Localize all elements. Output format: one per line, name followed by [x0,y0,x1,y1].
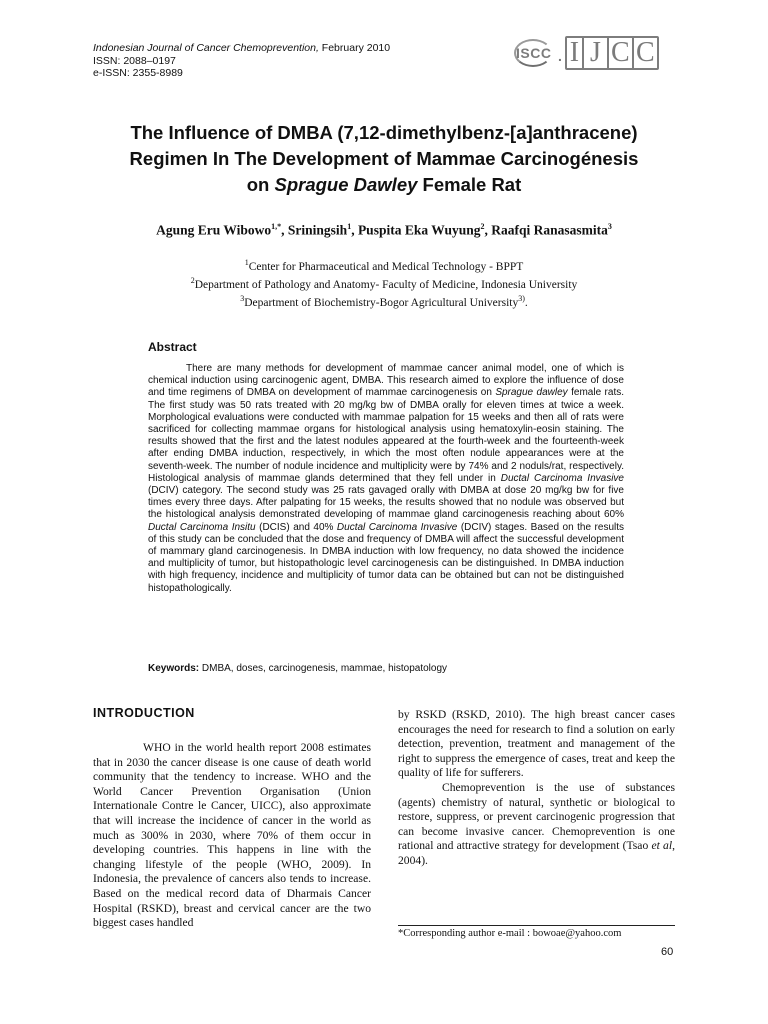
journal-header [93,42,390,80]
author: Agung Eru Wibowo [156,222,272,238]
ijcc-logo [565,36,659,70]
keywords [148,663,447,674]
intro-text: Chemoprevention is the use of substances (agents) chemistry of natural, synthetic or biological to restore, suppress, or prevent carcinogenic progression that can become invasive cancer. Chemoprevention is one rational and attractive strategy for development (Tsao [398,780,675,853]
intro-column-1: WHO in the world health report 2008 estimates that in 2030 the cancer disease is one cause of death world community that the tendency to increase. WHO and the World Cancer Prevention Organisation (Union Internationale Contre le Cancer, UICC), also approximate that will increase the incidence of cancer in the world as much as 300% in 2030, where 70% of them occur in developing countries. This happens in line with the changing lifestyle of the people (WHO, 2009). In Indonesia, the prevalence of cancers also tends to increase. Based on the medical record data of Dharmais Cancer Hospital (RSKD), breast and cervical cancer are the two biggest cases handled [93,741,371,930]
author-sup: 1 [347,222,352,231]
affiliation-text: Department of Pathology and Anatomy- Faculty of Medicine, Indonesia University [194,278,578,291]
affiliations [60,256,708,309]
affiliation [60,256,708,274]
affiliation [60,274,708,292]
journal-name: Indonesian Journal of Cancer Chemoprevention, [93,42,319,54]
page-number: 60 [661,946,674,958]
journal-citation [93,42,390,55]
title-line-3-pre: on [246,174,275,195]
intro-text: , 2004). [398,839,675,867]
intro-column-2 [398,708,675,869]
journal-date: February 2010 [318,42,391,54]
author-sup: 3 [607,222,612,231]
intro-paragraph: by RSKD (RSKD, 2010). The high breast cancer cases encourages the need for research to find a solution on early detection, prevention, treatment and management of the right to suppress the emergence of cases, treat and keep the quality of life for sufferers. [398,708,675,780]
abstract-italic: Sprague dawley [495,387,568,399]
title-line-3-post: Female Rat [417,174,522,195]
abstract-italic: Ductal Carcinoma Invasive [500,472,624,484]
keywords-label: Keywords: [148,663,200,674]
abstract-heading: Abstract [148,340,197,354]
logo-dot: . [558,48,562,64]
journal-logo [512,36,659,70]
title-line-1: The Influence of DMBA (7,12-dimethylbenz-[a]anthracene) [130,122,638,143]
iscc-logo-text: ISCC [516,45,552,61]
intro-paragraph [398,781,675,869]
abstract-italic: Ductal Carcinoma Invasive [336,521,458,533]
abstract-text: female rats. The first study was 50 rats treated with 20 mg/kg bw of DMBA orally for eleven times at twice a week. Morphological evaluations were conducted with mammae palpation for 15 weeks and then all of rats were sacrificed for collecting mammae organs for histological analysis using hematoxylin-eosin staining. The results showed that the first and the latest nodules appeared at the fourth-week and the fourteenth-week after ending DMBA induction, respectively, in which the most often nodule appearances were at the seventh-week. The number of nodule incidence and multiplicity were by 74% and 2 noduls/rat, respectively. Histological analysis of mammae glands determined that they fell under in [148,387,625,484]
section-heading-introduction: INTRODUCTION [93,706,195,720]
ijcc-letter: C [607,38,632,68]
author-sup: 2 [480,222,485,231]
author-sup: 1,* [271,222,282,231]
ijcc-letter: C [632,38,657,68]
affiliation-sup: 3 [240,293,245,303]
ijcc-letter: I [569,37,580,68]
title-species: Sprague Dawley [274,174,418,195]
author: , Raafqi Ranasasmita [484,222,608,238]
abstract-text: (DCIV) stages. Based on the results of this study can be concluded that the dose and frequency of DMBA will affect the successful development of mammary gland carcinogenesis. In DMBA induction with low frequency, no data showed the incidence and multiplicity of tumor, but histopathologic level carcinogenesis can be distinguished. In DMBA induction with high frequency, incidence and multiplicity of tumor data can be obtained but can not be distinguished histopathologically. [148,521,625,594]
intro-italic: et al [651,839,673,853]
affiliation-text: Center for Pharmaceutical and Medical Technology - BPPT [248,260,524,273]
title-line-3 [60,172,708,198]
affiliation-sup: 1 [244,258,249,267]
abstract-body [148,363,624,595]
affiliation [60,292,708,310]
iscc-logo [512,38,556,68]
eissn: e-ISSN: 2355-8989 [93,67,183,79]
issn: ISSN: 2088–0197 [93,54,176,67]
affiliation-sup: 2 [190,275,195,285]
keywords-text: DMBA, doses, carcinogenesis, mammae, histopatology [199,663,448,674]
abstract-text: (DCIS) and 40% [255,521,337,533]
abstract-text: (DCIV) category. The second study was 25 rats gavaged orally with DMBA at dose 20 mg/kg bw for five times every three days. After palpating for 15 weeks, the results showed that no nodule was observed but the histological analysis demonstrated developing of mammae gland carcinogenesis reaching about 60% [148,485,624,521]
author-list [60,222,708,239]
paper-title [60,120,708,198]
footnote-divider [398,925,675,926]
abstract-text: There are many methods for development of mammae cancer animal model, one of which is chemical induction using carcinogenic agent, DMBA. This research aimed to explore the influence of dose and time regimens of DMBA on development of mammae carcinogenesis on [148,363,624,399]
author: , Sriningsih [281,222,348,238]
corresponding-author-footnote: *Corresponding author e-mail : bowoae@yahoo.com [398,928,622,939]
abstract-italic: Ductal Carcinoma Insitu [148,521,256,533]
author: , Puspita Eka Wuyung [351,222,481,238]
affiliation-sup: 3) [518,293,525,303]
affiliation-end: . [524,296,528,309]
title-line-2: Regimen In The Development of Mammae Carcinogénesis [129,148,639,169]
affiliation-text: Department of Biochemistry-Bogor Agricultural University [244,296,519,309]
ijcc-letter: J [582,38,607,68]
